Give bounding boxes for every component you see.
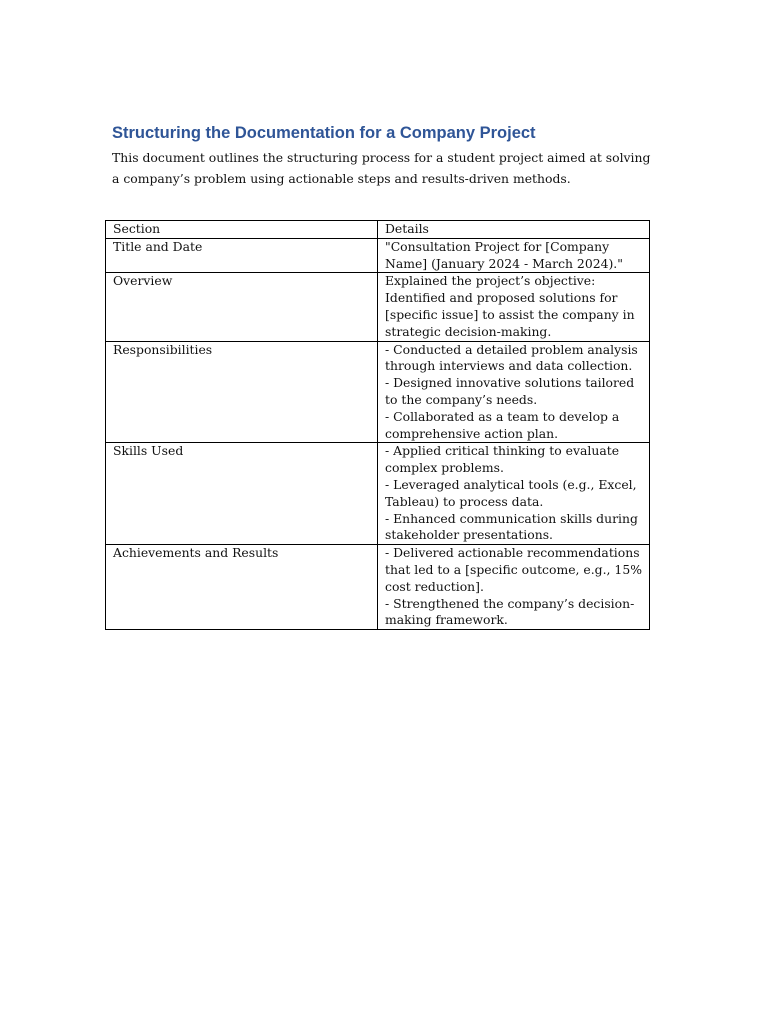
section-cell: Overview — [106, 273, 378, 341]
document-title: Structuring the Documentation for a Company Project — [112, 124, 536, 142]
details-cell: - Conducted a detailed problem analysis through interviews and data collection. - Designed innovative solutions tailored to the company’s needs. - Collaborated as a team to develop a comprehensive action plan. — [378, 341, 650, 443]
details-cell: Explained the project’s objective: Identified and proposed solutions for [specific issue] to assist the company in strategic decision-making. — [378, 273, 650, 341]
table-row — [106, 238, 650, 273]
section-cell: Title and Date — [106, 238, 378, 273]
table-header-row — [106, 221, 650, 239]
details-cell: "Consultation Project for [Company Name] (January 2024 - March 2024)." — [378, 238, 650, 273]
section-cell: Skills Used — [106, 443, 378, 545]
table-row — [106, 443, 650, 545]
details-cell: - Applied critical thinking to evaluate complex problems. - Leveraged analytical tools (e.g., Excel, Tableau) to process data. - Enhanced communication skills during stakeholder presentations. — [378, 443, 650, 545]
documentation-table — [105, 220, 650, 630]
details-cell: - Delivered actionable recommendations that led to a [specific outcome, e.g., 15% cost reduction]. - Strengthened the company’s decision-making framework. — [378, 545, 650, 630]
table-row — [106, 341, 650, 443]
section-cell: Responsibilities — [106, 341, 378, 443]
table-row — [106, 273, 650, 341]
table-row — [106, 545, 650, 630]
intro-paragraph: This document outlines the structuring process for a student project aimed at solving a company’s problem using actionable steps and results-driven methods. — [112, 150, 651, 186]
header-cell-section: Section — [106, 221, 378, 239]
section-cell: Achievements and Results — [106, 545, 378, 630]
header-cell-details: Details — [378, 221, 650, 239]
